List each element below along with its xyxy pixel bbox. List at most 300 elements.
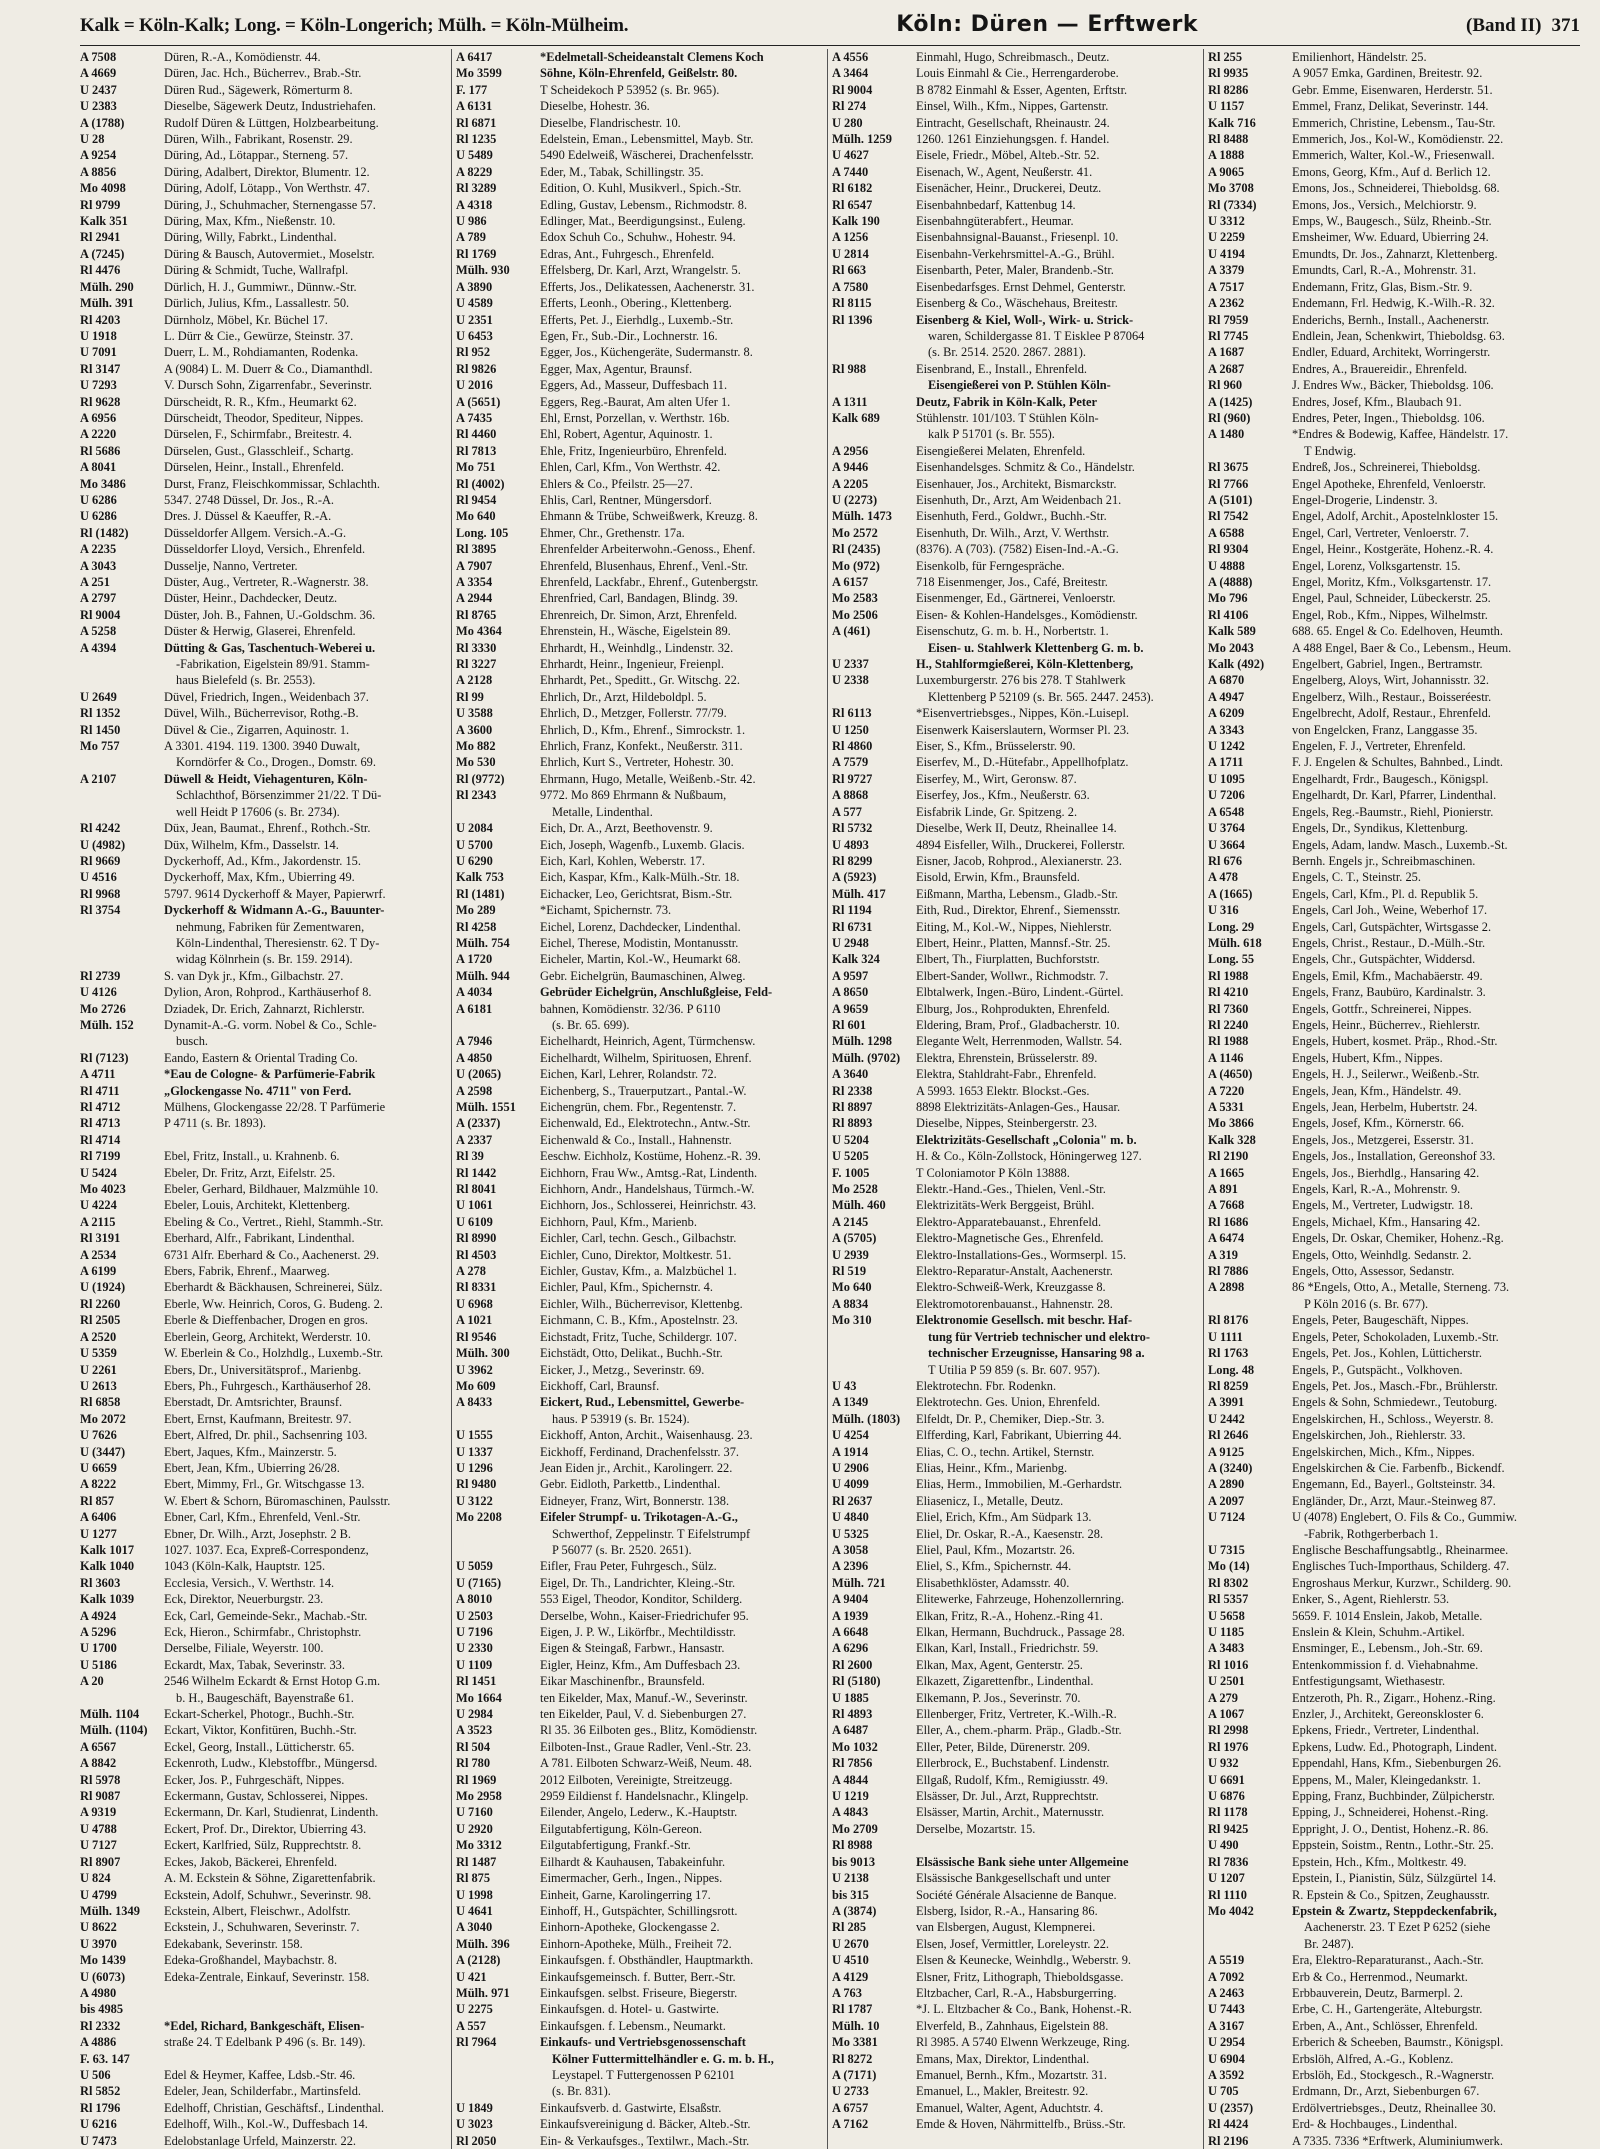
phone-code: U 2442 <box>1208 1411 1245 1426</box>
directory-entry <box>832 443 1200 459</box>
phone-code: A (5705) <box>832 1231 877 1246</box>
directory-entry <box>1208 197 1577 213</box>
entry-text: Eisner, Jacob, Rohprod., Alexianerstr. 23. <box>916 853 1122 868</box>
phone-code: U 2138 <box>832 1871 869 1886</box>
directory-entry <box>832 1673 1200 1689</box>
directory-entry <box>832 1296 1200 1312</box>
phone-code: Rl 99 <box>456 689 484 704</box>
directory-entry <box>456 197 824 213</box>
phone-code: U 5059 <box>456 1559 493 1574</box>
directory-entry <box>80 1427 448 1443</box>
phone-code <box>832 344 916 360</box>
directory-entry <box>80 180 448 196</box>
directory-entry <box>1208 1296 1577 1312</box>
entry-text: busch. <box>176 1034 209 1049</box>
phone-code: Rl 3895 <box>456 542 497 557</box>
phone-code: Long. 105 <box>456 525 509 540</box>
phone-code: Mo 3381 <box>832 2035 878 2050</box>
directory-entry <box>1208 525 1577 541</box>
entry-text: 5347. 2748 Düssel, Dr. Jos., R.-A. <box>164 492 335 507</box>
entry-text: Ehrlich, Dr., Arzt, Hildeboldpl. 5. <box>540 689 707 704</box>
entry-text: 5797. 9614 Dyckerhoff & Mayer, Papierwrf. <box>164 886 386 901</box>
phone-code: U 1207 <box>1208 1871 1245 1886</box>
phone-code: U 7443 <box>1208 2002 1245 2017</box>
entry-text: Elkan, Hermann, Buchdruck., Passage 28. <box>916 1625 1125 1639</box>
entry-text: Eigel, Dr. Th., Landrichter, Kleing.-Str. <box>540 1575 736 1590</box>
directory-entry <box>832 394 1200 410</box>
entry-text: Emmerich, Walter, Kol.-W., Friesenwall. <box>1292 148 1495 163</box>
entry-text: Engel Apotheke, Ehrenfeld, Venloerstr. <box>1292 476 1486 491</box>
phone-code: Rl 519 <box>832 1264 867 1279</box>
phone-code: A (4888) <box>1208 575 1253 589</box>
phone-code: U 4589 <box>456 296 493 311</box>
entry-text: Elias, C. O., techn. Artikel, Sternstr. <box>916 1444 1095 1459</box>
phone-code: A (2128) <box>456 1953 501 1968</box>
phone-code: Rl 988 <box>832 361 867 376</box>
entry-text: Elfferding, Karl, Fabrikant, Ubierring 44. <box>916 1428 1122 1443</box>
entry-text: Edel & Heymer, Kaffee, Ldsb.-Str. 46. <box>164 2067 356 2082</box>
directory-entry <box>1208 1722 1577 1738</box>
entry-text: Einkaufsgen. f. Obsthändler, Hauptmarkth. <box>540 1953 754 1968</box>
phone-code: Rl 9087 <box>80 1789 121 1804</box>
directory-entry <box>80 1739 448 1755</box>
phone-code: U (1924) <box>80 1280 126 1295</box>
entry-text: technischer Erzeugnisse, Hansaring 98 a. <box>928 1346 1145 1361</box>
directory-entry <box>456 131 824 147</box>
directory-entry <box>1208 1017 1577 1033</box>
directory-entry <box>80 1083 448 1099</box>
entry-text: Ecker, Jos. P., Fuhrgeschäft, Nippes. <box>164 1772 345 1787</box>
directory-entry <box>80 312 448 328</box>
entry-text: Elektrizitäts-Werk Berggeist, Brühl. <box>916 1198 1095 1213</box>
phone-code: A 9404 <box>832 1592 869 1607</box>
entry-text: Eich, Kaspar, Kfm., Kalk-Mülh.-Str. 18. <box>540 870 740 885</box>
entry-text: Jean Eiden jr., Archit., Karolingerr. 22. <box>540 1460 733 1475</box>
entry-text: 9772. Mo 869 Ehrmann & Nußbaum, <box>540 788 727 803</box>
phone-code: Mo 2528 <box>832 1182 878 1197</box>
entry-text: Düring, Adolf, Lötapp., Von Werthstr. 47. <box>164 181 370 196</box>
entry-text: Eisenhandelsges. Schmitz & Co., Händelstr. <box>916 460 1135 475</box>
directory-entry <box>832 722 1200 738</box>
directory-entry <box>80 1936 448 1952</box>
entry-text: *Edelmetall-Scheideanstalt Clemens Koch <box>540 50 764 64</box>
directory-entry <box>1208 1362 1577 1378</box>
entry-text: Epstein, Hch., Kfm., Moltkestr. 49. <box>1292 1854 1467 1869</box>
phone-code: A 319 <box>1208 1247 1238 1262</box>
directory-entry <box>1208 1444 1577 1460</box>
phone-code: Rl 1178 <box>1208 1805 1248 1820</box>
entry-text: Engels, Jos., Bierhdlg., Hansaring 42. <box>1292 1165 1480 1180</box>
entry-text: Erbslöh, Ed., Stockgesch., R.-Wagnerstr. <box>1292 2067 1495 2082</box>
directory-entry <box>832 1558 1200 1574</box>
entry-text: Elias, Heinr., Kfm., Marienbg. <box>916 1460 1068 1475</box>
phone-code <box>80 804 164 820</box>
directory-entry <box>1208 1788 1577 1804</box>
phone-code: Rl 4714 <box>80 1132 121 1147</box>
directory-entry <box>832 1985 1200 2001</box>
phone-code: U 7473 <box>80 2133 117 2148</box>
directory-entry <box>1208 853 1577 869</box>
phone-code: Rl 2338 <box>832 1083 873 1098</box>
phone-code: A 8433 <box>456 1395 493 1410</box>
entry-text: Düwell & Heidt, Viehagenturen, Köln- <box>164 771 368 786</box>
entry-text: Elektrotechn. Fbr. Rodenkn. <box>916 1378 1057 1393</box>
directory-entry <box>832 2067 1200 2083</box>
directory-entry <box>456 213 824 229</box>
entry-text: Erbslöh, Alfred, A.-G., Koblenz. <box>1292 2051 1454 2066</box>
phone-code: Rl 7542 <box>1208 509 1249 524</box>
entry-text: Ebert, Jaques, Kfm., Mainzerstr. 5. <box>164 1444 337 1459</box>
entry-text: Eichler, Wilh., Bücherrevisor, Klettenbg. <box>540 1296 743 1311</box>
phone-code: Rl (5180) <box>832 1674 881 1689</box>
entry-text: Elektro-Schweiß-Werk, Kreuzgasse 8. <box>916 1280 1106 1295</box>
phone-code: A 2115 <box>80 1214 116 1229</box>
entry-text: Emsheimer, Ww. Eduard, Ubierring 24. <box>1292 230 1489 245</box>
entry-text: Engelberg, Aloys, Wirt, Johannisstr. 32. <box>1292 673 1489 688</box>
phone-code: Mo 3486 <box>80 476 126 491</box>
phone-code: A 557 <box>456 2018 486 2033</box>
directory-entry <box>832 2100 1200 2116</box>
entry-text: Engels, Adam, landw. Masch., Luxemb.-St. <box>1292 837 1508 852</box>
directory-entry <box>1208 492 1577 508</box>
phone-code: U 1885 <box>832 1690 869 1705</box>
directory-entry <box>80 2133 448 2149</box>
directory-entry <box>832 1690 1200 1706</box>
entry-text: Eiser, S., Kfm., Brüsselerstr. 90. <box>916 739 1076 754</box>
phone-code: U 2084 <box>456 821 493 836</box>
phone-code: U 4641 <box>456 1903 493 1918</box>
entry-text: Ehrlich, D., Kfm., Ehrenf., Simrockstr. 1. <box>540 722 746 737</box>
entry-text: Eliel, Erich, Kfm., Am Südpark 13. <box>916 1510 1092 1525</box>
phone-code: U 1849 <box>456 2100 493 2115</box>
phone-code <box>456 1411 540 1427</box>
directory-entry <box>456 1919 824 1935</box>
entry-text: Engel, Lorenz, Volksgartenstr. 15. <box>1292 558 1461 573</box>
entry-text: Eisenberg & Co., Wäschehaus, Breitestr. <box>916 296 1118 311</box>
phone-code: Rl 2637 <box>832 1493 873 1508</box>
abbreviation-legend: Kalk = Köln-Kalk; Long. = Köln-Longerich; Mülh. = Köln-Mülheim. <box>80 15 629 36</box>
entry-text: Eich, Karl, Kohlen, Weberstr. 17. <box>540 853 705 868</box>
directory-entry <box>80 656 448 672</box>
phone-code: Rl 9004 <box>80 607 121 622</box>
directory-entry <box>456 968 824 984</box>
entry-text: Ehrenfeld, Blusenhaus, Ehrenf., Venl.-Str. <box>540 558 748 573</box>
phone-code: U 2016 <box>456 378 493 393</box>
phone-code: Mo 310 <box>832 1313 872 1328</box>
phone-code: U 1111 <box>1208 1329 1243 1344</box>
phone-code: Rl 9968 <box>80 886 121 901</box>
phone-code: Rl 6182 <box>832 181 873 196</box>
entry-text: 5659. F. 1014 Enslein, Jakob, Metalle. <box>1292 1608 1483 1623</box>
phone-code: A 4034 <box>456 985 493 1000</box>
directory-entry <box>456 1969 824 1985</box>
directory-entry <box>1208 1165 1577 1181</box>
entry-text: Elsner, Fritz, Lithograph, Thieboldsgasse. <box>916 1969 1124 1984</box>
phone-code: U 1095 <box>1208 771 1245 786</box>
entry-text: Elbert-Sander, Wollwr., Richmodstr. 7. <box>916 968 1109 983</box>
phone-code: Rl 8907 <box>80 1854 121 1869</box>
directory-entry <box>80 1887 448 1903</box>
entry-text: Engels, M., Vertreter, Ludwigstr. 18. <box>1292 1198 1473 1213</box>
entry-text: Mülhens, Glockengasse 22/28. T Parfümerie <box>164 1100 386 1114</box>
phone-code: U 2948 <box>832 935 869 950</box>
entry-text: Gebr. Eidloth, Parkettb., Lindenthal. <box>540 1477 721 1492</box>
phone-code: A 3640 <box>832 1067 869 1082</box>
directory-entry <box>80 787 448 803</box>
phone-code: A 4711 <box>80 1067 116 1082</box>
phone-code: A 9254 <box>80 148 117 163</box>
phone-code: A 789 <box>456 230 486 245</box>
phone-code <box>1208 1936 1292 1952</box>
directory-entry <box>1208 1673 1577 1689</box>
directory-entry <box>80 147 448 163</box>
phone-code: A 7435 <box>456 410 493 425</box>
phone-code: Mülh. 1349 <box>80 1903 140 1918</box>
entry-text: Elsberg, Isidor, R.-A., Hansaring 86. <box>916 1903 1098 1918</box>
entry-text: Edling, Gustav, Lebensm., Richmodstr. 8. <box>540 197 748 212</box>
phone-code: Rl 960 <box>1208 378 1243 393</box>
directory-entry <box>832 1542 1200 1558</box>
entry-text: A 3301. 4194. 119. 1300. 3940 Duwalt, <box>164 739 361 754</box>
phone-code: Rl 1194 <box>832 903 872 918</box>
directory-entry <box>80 344 448 360</box>
directory-entry <box>1208 1509 1577 1525</box>
directory-entry <box>456 1542 824 1558</box>
directory-entry <box>456 607 824 623</box>
phone-code: Rl 1451 <box>456 1674 497 1689</box>
entry-text: Ehl, Robert, Agentur, Aquinostr. 1. <box>540 427 713 442</box>
phone-code: Rl 6731 <box>832 919 873 934</box>
entry-text: Dürnholz, Möbel, Kr. Büchel 17. <box>164 312 328 327</box>
directory-entry <box>456 1132 824 1148</box>
phone-code: Rl 9004 <box>832 82 873 97</box>
entry-text: Düvel, Friedrich, Ingen., Weidenbach 37. <box>164 689 369 704</box>
entry-text: Aachenerstr. 23. T Ezet P 6252 (siehe <box>1304 1920 1491 1935</box>
entry-text: Eberle, Ww. Heinrich, Coros, G. Budeng. 2. <box>164 1296 383 1311</box>
directory-entry <box>1208 574 1577 590</box>
directory-entry <box>832 1493 1200 1509</box>
entry-text: Eichhorn, Frau Ww., Amtsg.-Rat, Lindenth. <box>540 1165 758 1180</box>
phone-code: Mo 1439 <box>80 1953 126 1968</box>
phone-code: Rl 9826 <box>456 361 497 376</box>
entry-text: *Eisenvertriebsges., Nippes, Kön.-Luisepl. <box>916 706 1130 721</box>
phone-code <box>832 1362 916 1378</box>
phone-code: Rl 9935 <box>1208 66 1249 81</box>
directory-entry <box>80 722 448 738</box>
phone-code: A (7245) <box>80 246 125 261</box>
directory-entry <box>456 1411 824 1427</box>
directory-entry <box>456 558 824 574</box>
phone-code: Mo 2572 <box>832 525 878 540</box>
directory-entry <box>80 131 448 147</box>
phone-code: A 6157 <box>832 575 869 589</box>
phone-code: Rl 9480 <box>456 1477 497 1492</box>
phone-code: Mülh. 290 <box>80 279 134 294</box>
directory-entry <box>1208 1230 1577 1246</box>
directory-entry <box>456 82 824 98</box>
entry-text: Engels, Hubert, Kfm., Nippes. <box>1292 1050 1443 1065</box>
directory-entry <box>456 787 824 803</box>
directory-entry <box>456 1526 824 1542</box>
directory-entry <box>80 853 448 869</box>
entry-text: Engel-Drogerie, Lindenstr. 3. <box>1292 492 1438 507</box>
phone-code: Rl 8488 <box>1208 132 1249 147</box>
entry-text: Dürlich, Julius, Kfm., Lassallestr. 50. <box>164 296 350 311</box>
phone-code: Mo 4098 <box>80 181 126 196</box>
phone-code: Kalk (492) <box>1208 657 1265 672</box>
directory-entry <box>456 951 824 967</box>
phone-code: U 3664 <box>1208 837 1245 852</box>
directory-entry <box>80 1362 448 1378</box>
entry-text: T Utilia P 59 859 (s. Br. 607. 957). <box>928 1362 1101 1377</box>
directory-entry <box>1208 328 1577 344</box>
directory-entry <box>832 2116 1200 2132</box>
directory-entry <box>80 65 448 81</box>
phone-code <box>456 2051 540 2067</box>
phone-code: Rl 7959 <box>1208 312 1249 327</box>
phone-code: A 7517 <box>1208 279 1245 294</box>
directory-entry <box>456 886 824 902</box>
phone-code: U 705 <box>1208 2084 1239 2099</box>
directory-entry <box>1208 1969 1577 1985</box>
directory-entry <box>456 1148 824 1164</box>
directory-entry <box>456 1345 824 1361</box>
phone-code: U 2733 <box>832 2084 869 2099</box>
entry-text: Eigen, J. P. W., Likörfbr., Mechtildisstr. <box>540 1625 736 1639</box>
directory-entry <box>80 1476 448 1492</box>
directory-entry <box>80 1017 448 1033</box>
entry-text: L. Dürr & Cie., Gewürze, Steinstr. 37. <box>164 328 354 343</box>
entry-text: Ebers, Ph., Fuhrgesch., Karthäuserhof 28. <box>164 1378 371 1393</box>
entry-text: Efferts, Jos., Delikatessen, Aachenerstr. 31. <box>540 279 755 294</box>
directory-entry <box>1208 2133 1577 2149</box>
entry-text: Elsässische Bankgesellschaft und unter <box>916 1871 1111 1886</box>
directory-entry <box>80 984 448 1000</box>
directory-entry <box>832 1066 1200 1082</box>
directory-entry <box>832 98 1200 114</box>
phone-code: Mo 4364 <box>456 624 502 639</box>
directory-entry <box>1208 394 1577 410</box>
entry-text: Eisenbahn-Verkehrsmittel-A.-G., Brühl. <box>916 246 1115 261</box>
directory-entry <box>80 361 448 377</box>
entry-text: *Endres & Bodewig, Kaffee, Händelstr. 17. <box>1292 427 1509 442</box>
entry-text: Düring, J., Schuhmacher, Sternengasse 57. <box>164 197 376 212</box>
entry-text: Eisenächer, Heinr., Druckerei, Deutz. <box>916 181 1102 196</box>
phone-code: A 6588 <box>1208 525 1245 540</box>
entry-text: Engels, Gottfr., Schreinerei, Nippes. <box>1292 1001 1472 1016</box>
directory-entry <box>456 935 824 951</box>
entry-text: Endreß, Jos., Schreinerei, Thieboldsg. <box>1292 460 1481 475</box>
phone-code <box>832 377 916 393</box>
phone-code: A 3040 <box>456 1920 493 1935</box>
phone-code: Rl 4460 <box>456 427 497 442</box>
entry-text: A 7335. 7336 *Erftwerk, Aluminiumwerk. <box>1292 2133 1503 2148</box>
entry-text: Eichler, Cuno, Direktor, Moltkestr. 51. <box>540 1247 732 1262</box>
phone-code: U 1998 <box>456 1887 493 1902</box>
entry-text: Elbert, Th., Fiurplatten, Buchforststr. <box>916 952 1100 967</box>
directory-entry <box>80 2001 448 2017</box>
directory-entry <box>1208 508 1577 524</box>
entry-text: Einheit, Garne, Karolingerring 17. <box>540 1887 711 1902</box>
entry-text: Ehlis, Carl, Rentner, Müngersdorf. <box>540 492 712 507</box>
entry-text: Erd- & Hochbauges., Lindenthal. <box>1292 2117 1458 2132</box>
entry-text: (8376). A (703). (7582) Eisen-Ind.-A.-G. <box>916 542 1119 557</box>
directory-entry <box>80 115 448 131</box>
directory-entry <box>1208 1247 1577 1263</box>
phone-code: Rl 7813 <box>456 443 497 458</box>
phone-code: A 2220 <box>80 427 117 442</box>
phone-code: Rl 7360 <box>1208 1001 1249 1016</box>
phone-code: U (2273) <box>832 492 878 507</box>
directory-entry <box>456 1444 824 1460</box>
phone-code: A 6567 <box>80 1739 117 1754</box>
directory-entry <box>832 1427 1200 1443</box>
directory-entry <box>456 1673 824 1689</box>
entry-text: Enker, S., Agent, Riehlerstr. 53. <box>1292 1592 1450 1607</box>
directory-entry <box>456 1197 824 1213</box>
entry-text: Düren, Jac. Hch., Bücherrev., Brab.-Str. <box>164 66 362 81</box>
entry-text: Eichacker, Leo, Gerichtsrat, Bism.-Str. <box>540 886 733 901</box>
directory-entry <box>1208 1706 1577 1722</box>
entry-text: Eichmann, C. B., Kfm., Apostelnstr. 23. <box>540 1313 738 1328</box>
phone-code: A (3240) <box>1208 1460 1253 1475</box>
directory-entry <box>456 1362 824 1378</box>
phone-code: A 9319 <box>80 1805 117 1820</box>
entry-text: Ebel, Fritz, Install., u. Krahnenb. 6. <box>164 1149 340 1164</box>
directory-entry <box>832 968 1200 984</box>
entry-text: Ehrlich, D., Metzger, Follerstr. 77/79. <box>540 706 727 721</box>
phone-code: U 3312 <box>1208 214 1245 229</box>
page-title: Köln: Düren — Erftwerk <box>896 12 1199 37</box>
entry-text: Dürscheidt, Theodor, Spediteur, Nippes. <box>164 410 364 425</box>
directory-entry <box>1208 1394 1577 1410</box>
directory-entry <box>832 262 1200 278</box>
entry-text: Emons, Jos., Versich., Melchiorstr. 9. <box>1292 197 1477 212</box>
phone-code: U 4516 <box>80 870 117 885</box>
entry-text: Eisenhuth, Dr., Arzt, Am Weidenbach 21. <box>916 492 1122 507</box>
phone-code: U 4799 <box>80 1887 117 1902</box>
directory-entry <box>832 820 1200 836</box>
phone-code: Rl 780 <box>456 1756 491 1771</box>
directory-entry <box>456 2133 824 2149</box>
directory-entry <box>80 1657 448 1673</box>
phone-code: Rl 1769 <box>456 246 497 261</box>
phone-code: A (3874) <box>832 1903 877 1918</box>
phone-code: U 5205 <box>832 1149 869 1164</box>
phone-code: Mülh. 1104 <box>80 1707 140 1722</box>
phone-code: Mülh. (1803) <box>832 1411 901 1426</box>
phone-code: U (2357) <box>1208 2100 1254 2115</box>
phone-code: Mülh. 754 <box>456 935 510 950</box>
directory-entry <box>80 1394 448 1410</box>
entry-text: Dürscheidt, R. R., Kfm., Heumarkt 62. <box>164 394 357 409</box>
directory-entry <box>456 984 824 1000</box>
phone-code: A 1256 <box>832 230 869 245</box>
phone-code: U 1157 <box>1208 99 1245 114</box>
directory-entry <box>80 426 448 442</box>
directory-entry <box>832 2001 1200 2017</box>
phone-code: Rl 1235 <box>456 132 497 147</box>
phone-code: A 1711 <box>1208 755 1244 770</box>
entry-text: Ebeling & Co., Vertret., Riehl, Stammh.-Str. <box>164 1214 384 1229</box>
entry-text: Emilienhort, Händelstr. 25. <box>1292 50 1427 64</box>
directory-entry <box>80 1919 448 1935</box>
directory-entry <box>1208 2067 1577 2083</box>
phone-code: Mülh. 618 <box>1208 935 1262 950</box>
entry-text: Eichengrün, chem. Fbr., Regentenstr. 7. <box>540 1100 737 1114</box>
directory-entry <box>832 1165 1200 1181</box>
directory-entry <box>80 1722 448 1738</box>
